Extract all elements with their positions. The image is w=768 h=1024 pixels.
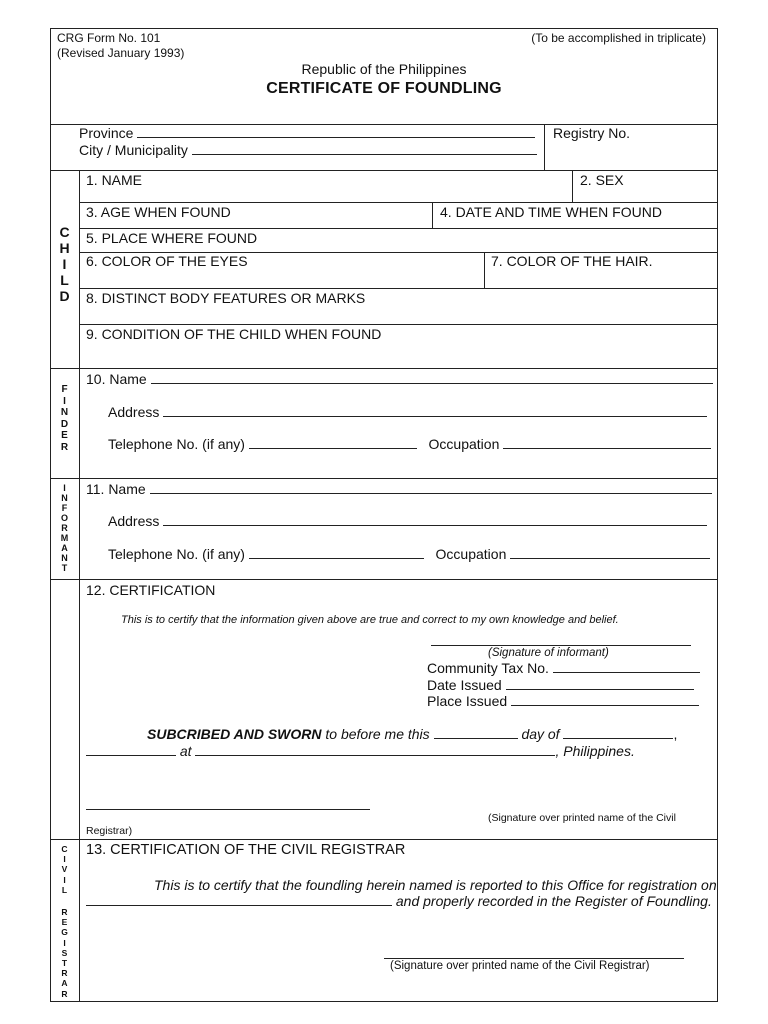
- informant-signature-caption: (Signature of informant): [488, 647, 609, 659]
- informant-occupation-label: Occupation: [435, 546, 507, 562]
- finder-occupation-label: Occupation: [428, 436, 500, 452]
- triplicate-note: (To be accomplished in triplicate): [531, 31, 706, 45]
- sworn-day-line[interactable]: [434, 726, 518, 739]
- finder-name-line[interactable]: [151, 371, 713, 384]
- form-number: CRG Form No. 101: [57, 31, 161, 45]
- day-of-label: day of: [521, 726, 560, 742]
- registration-date-row[interactable]: [86, 893, 712, 909]
- date-time-found-field[interactable]: 4. DATE AND TIME WHEN FOUND: [440, 204, 662, 220]
- registrar-signature-caption-cont: Registrar): [86, 825, 133, 837]
- child-section-divider: [50, 368, 718, 369]
- informant-name-line[interactable]: [150, 481, 712, 494]
- civil-registrar-heading: 13. CERTIFICATION OF THE CIVIL REGISTRAR: [86, 842, 406, 858]
- finder-address-label: Address: [108, 404, 160, 420]
- informant-telephone-label: Telephone No. (if any): [108, 546, 245, 562]
- civil-registrar-statement-cont: and properly recorded in the Register of Foundling.: [395, 893, 712, 909]
- civil-registrar-signature-line[interactable]: [86, 809, 370, 810]
- age-found-field[interactable]: 3. AGE WHEN FOUND: [86, 204, 231, 220]
- age-date-divider: [432, 202, 433, 228]
- registry-no-label: Registry No.: [553, 125, 631, 141]
- informant-address-line[interactable]: [163, 513, 707, 526]
- row-divider: [79, 202, 718, 203]
- sworn-bold-text: SUBCRIBED AND SWORN: [147, 726, 322, 742]
- sworn-text: to before me this: [325, 726, 430, 742]
- community-tax-field[interactable]: [427, 660, 700, 676]
- province-label: Province: [79, 125, 134, 141]
- side-column-divider: [79, 170, 80, 1002]
- eyes-hair-divider: [484, 252, 485, 288]
- province-field[interactable]: [79, 125, 535, 141]
- registrar-signature-caption: (Signature over printed name of the Civil: [488, 812, 676, 824]
- sworn-month-line[interactable]: [563, 726, 673, 739]
- body-features-field[interactable]: 8. DISTINCT BODY FEATURES OR MARKS: [86, 290, 366, 306]
- certification-section-divider: [50, 839, 718, 840]
- child-name-field[interactable]: 1. NAME: [86, 172, 143, 188]
- finder-section-divider: [50, 478, 718, 479]
- civil-registrar-side-label: C I V I L R E G I S T R A R: [61, 844, 68, 999]
- finder-contact-row[interactable]: [108, 436, 711, 452]
- row-divider: [79, 288, 718, 289]
- informant-address-field[interactable]: [108, 513, 707, 529]
- place-found-field[interactable]: 5. PLACE WHERE FOUND: [86, 230, 258, 246]
- philippines-label: , Philippines.: [555, 743, 635, 759]
- row-divider: [79, 324, 718, 325]
- republic-line: Republic of the Philippines: [301, 61, 467, 77]
- date-issued-field[interactable]: [427, 677, 694, 693]
- date-issued-label: Date Issued: [427, 677, 502, 693]
- finder-telephone-label: Telephone No. (if any): [108, 436, 245, 452]
- city-input-line[interactable]: [192, 142, 537, 155]
- child-sex-field[interactable]: 2. SEX: [580, 172, 624, 188]
- finder-side-label: F I N D E R: [60, 384, 69, 453]
- at-label: at: [179, 743, 192, 759]
- finder-telephone-line[interactable]: [249, 436, 417, 449]
- informant-address-label: Address: [108, 513, 160, 529]
- community-tax-label: Community Tax No.: [427, 660, 549, 676]
- civil-registrar-statement: This is to certify that the foundling herein named is reported to this Office for registration on: [154, 877, 717, 893]
- place-issued-field[interactable]: [427, 693, 699, 709]
- sworn-line[interactable]: SUBCRIBED AND SWORN to before me this day of ,: [147, 726, 678, 742]
- informant-side-label: I N F O R M A N T: [60, 483, 69, 573]
- child-side-label: C H I L D: [59, 224, 70, 304]
- province-input-line[interactable]: [137, 125, 535, 138]
- community-tax-line[interactable]: [553, 660, 700, 673]
- informant-contact-row[interactable]: [108, 546, 710, 562]
- informant-name-field[interactable]: [86, 481, 712, 497]
- civil-registrar-signature-caption: (Signature over printed name of the Civil Registrar): [390, 960, 650, 972]
- informant-telephone-line[interactable]: [249, 546, 424, 559]
- civil-registrar-final-signature-line[interactable]: [384, 958, 684, 959]
- finder-address-line[interactable]: [163, 404, 707, 417]
- name-sex-divider: [572, 170, 573, 202]
- place-issued-label: Place Issued: [427, 693, 508, 709]
- sworn-place-line[interactable]: [195, 743, 555, 756]
- certification-statement: This is to certify that the information given above are true and correct to my own knowledge and belief.: [121, 614, 619, 626]
- sworn-year-line[interactable]: [86, 743, 176, 756]
- finder-occupation-line[interactable]: [503, 436, 711, 449]
- row-divider: [79, 228, 718, 229]
- informant-signature-line[interactable]: [431, 645, 691, 646]
- registration-date-line[interactable]: [86, 893, 392, 906]
- informant-occupation-line[interactable]: [510, 546, 710, 559]
- registry-divider: [544, 124, 545, 170]
- informant-section-divider: [50, 579, 718, 580]
- finder-name-field[interactable]: [86, 371, 713, 387]
- page-title: CERTIFICATE OF FOUNDLING: [266, 80, 502, 97]
- city-field[interactable]: [79, 142, 537, 158]
- form-revised-date: (Revised January 1993): [57, 46, 185, 60]
- certification-heading: 12. CERTIFICATION: [86, 582, 216, 598]
- city-label: City / Municipality: [79, 142, 188, 158]
- informant-name-label: 11. Name: [86, 481, 146, 497]
- eye-color-field[interactable]: 6. COLOR OF THE EYES: [86, 253, 248, 269]
- date-issued-line[interactable]: [506, 677, 694, 690]
- place-issued-line[interactable]: [511, 693, 699, 706]
- sworn-location-line[interactable]: [86, 743, 635, 759]
- finder-name-label: 10. Name: [86, 371, 147, 387]
- finder-address-field[interactable]: [108, 404, 707, 420]
- child-condition-field[interactable]: 9. CONDITION OF THE CHILD WHEN FOUND: [86, 326, 382, 342]
- hair-color-field[interactable]: 7. COLOR OF THE HAIR.: [491, 253, 653, 269]
- location-divider: [50, 170, 718, 171]
